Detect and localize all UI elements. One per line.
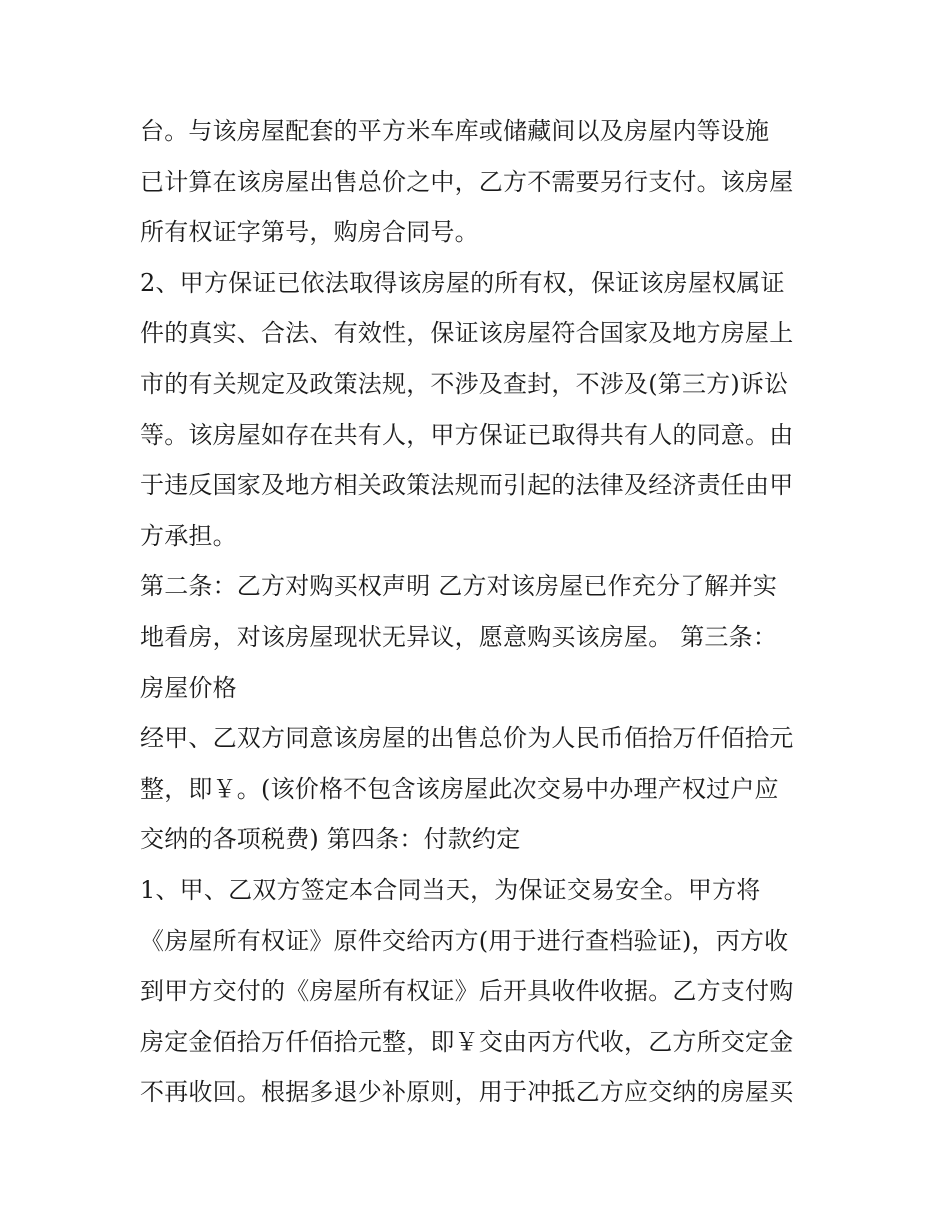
text-line: 市的有关规定及政策法规，不涉及查封，不涉及(第三方)诉讼 xyxy=(140,369,789,398)
text-line: 等。该房屋如存在共有人，甲方保证已取得共有人的同意。由 xyxy=(140,420,794,449)
text-line: 1、甲、乙双方签定本合同当天，为保证交易安全。甲方将 xyxy=(140,875,761,904)
text-line: 已计算在该房屋出售总价之中，乙方不需要另行支付。该房屋 xyxy=(140,167,794,196)
text-line: 件的真实、合法、有效性，保证该房屋符合国家及地方房屋上 xyxy=(140,319,794,348)
text-line: 到甲方交付的《房屋所有权证》后开具收件收据。乙方支付购 xyxy=(140,977,794,1006)
text-line: 所有权证字第号，购房合同号。 xyxy=(140,218,479,247)
text-line: 不再收回。根据多退少补原则，用于冲抵乙方应交纳的房屋买 xyxy=(140,1078,794,1107)
text-line: 于违反国家及地方相关政策法规而引起的法律及经济责任由甲 xyxy=(140,471,794,500)
text-line: 经甲、乙双方同意该房屋的出售总价为人民币佰拾万仟佰拾元 xyxy=(140,724,794,753)
text-line: 交纳的各项税费) 第四条：付款约定 xyxy=(140,825,521,854)
text-line: 2、甲方保证已依法取得该房屋的所有权，保证该房屋权属证 xyxy=(140,268,785,297)
text-line: 第二条：乙方对购买权声明 乙方对该房屋已作充分了解并实 xyxy=(140,572,778,601)
text-line: 房屋价格 xyxy=(140,673,237,702)
text-line: 台。与该房屋配套的平方米车库或储藏间以及房屋内等设施 xyxy=(140,117,770,145)
text-line: 地看房，对该房屋现状无异议，愿意购买该房屋。 第三条： xyxy=(140,622,778,651)
document-body xyxy=(140,106,820,1118)
text-line: 《房屋所有权证》原件交给丙方(用于进行查档验证)，丙方收 xyxy=(140,926,789,955)
text-line: 房定金佰拾万仟佰拾元整，即￥交由丙方代收，乙方所交定金 xyxy=(140,1027,794,1056)
text-line: 方承担。 xyxy=(140,521,237,550)
text-line: 整，即￥。(该价格不包含该房屋此次交易中办理产权过户应 xyxy=(140,774,779,803)
